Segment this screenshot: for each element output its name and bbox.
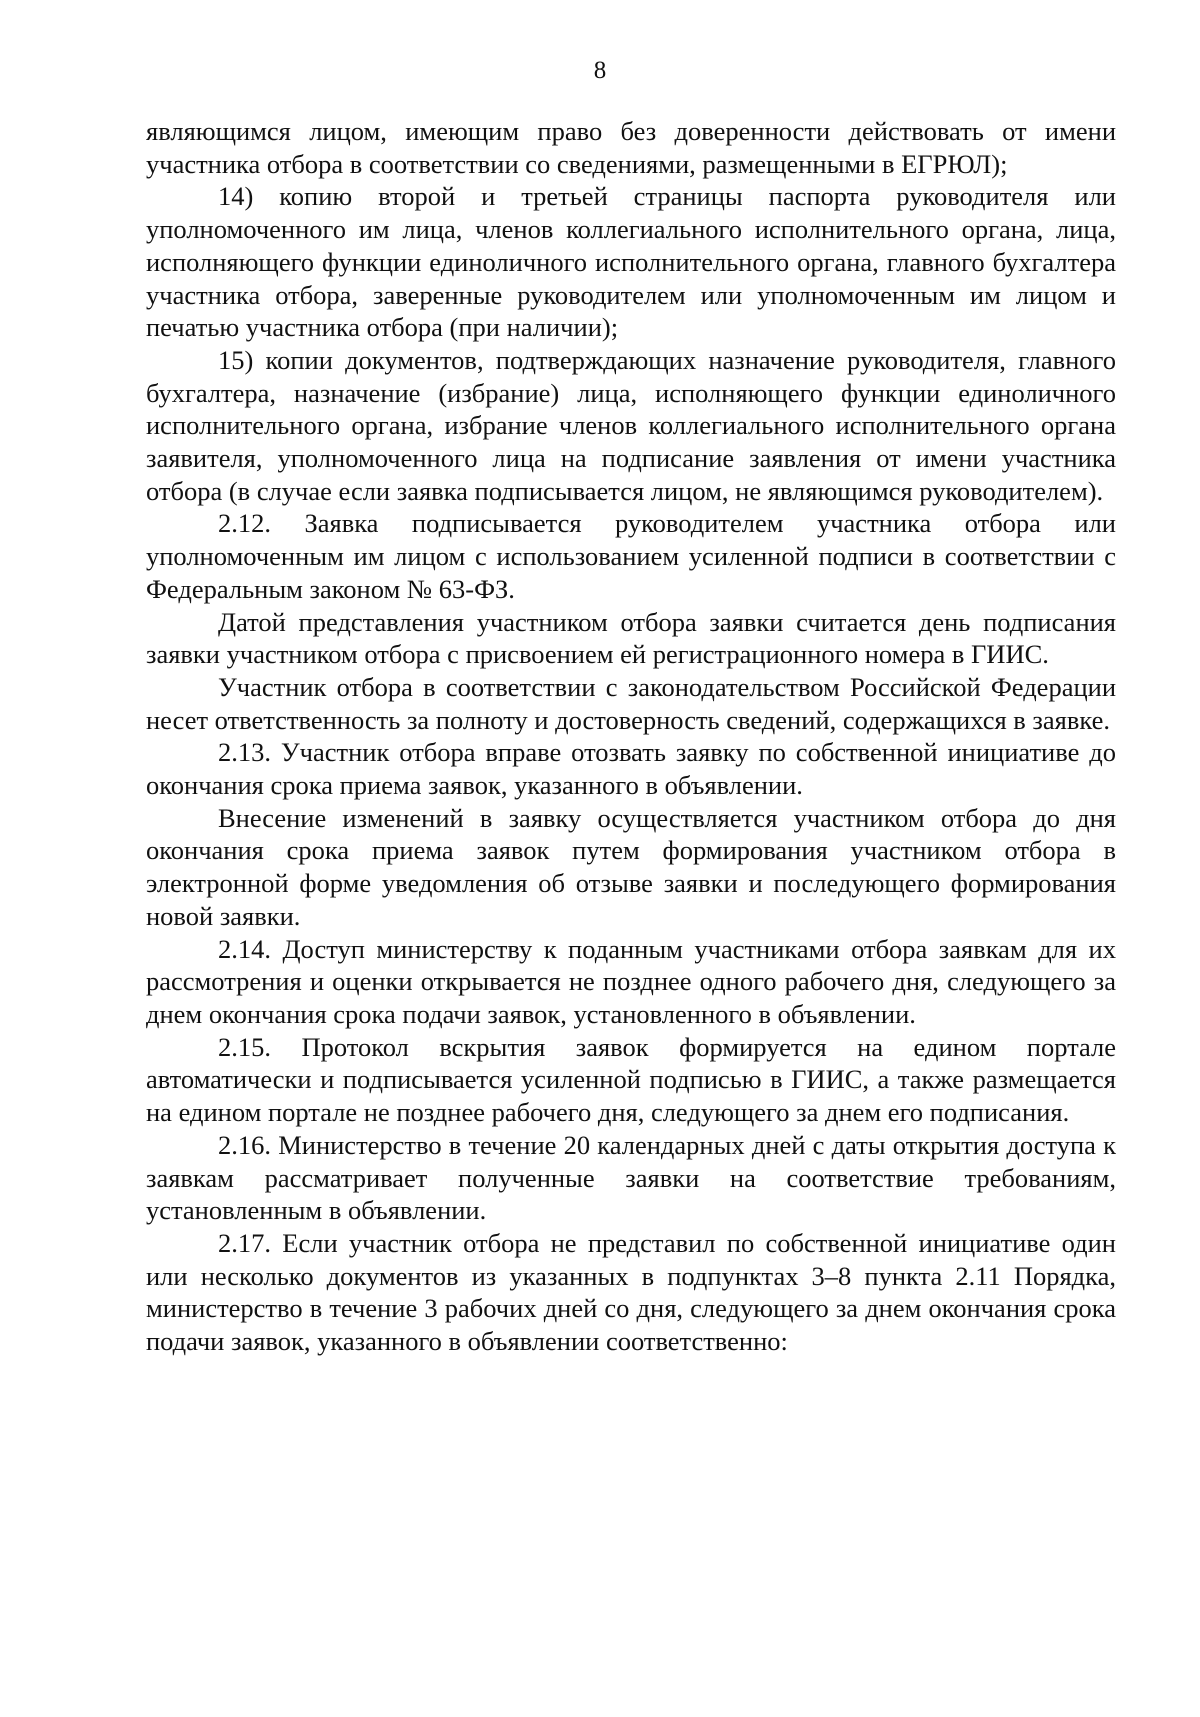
paragraph-2-13: 2.13. Участник отбора вправе отозвать заявку по собственной инициативе до окончания срока приема заявок, указанного в объявлении. (146, 737, 1116, 801)
paragraph-submission-date: Датой представления участником отбора заявки считается день подписания заявки участником отбора с присвоением ей регистрационного номера в ГИИС. (146, 606, 1116, 670)
page-number: 8 (593, 57, 607, 84)
paragraph-item-14: 14) копию второй и третьей страницы паспорта руководителя или уполномоченного им лица, членов коллегиального исполнительного органа, лица, исполняющего функции единоличного исполнительного органа, главного бухгалтера участника отбора, заверенные руководителем или уполномоченным им лицом и печатью участника отбора (при наличии); (146, 181, 1116, 343)
paragraph-item-15: 15) копии документов, подтверждающих назначение руководителя, главного бухгалтера, назначение (избрание) лица, исполняющего функции единоличного исполнительного органа, избрание членов коллегиального исполнительного органа заявителя, уполномоченного лица на подписание заявления от имени участника отбора (в случае если заявка подписывается лицом, не являющимся руководителем). (146, 344, 1116, 506)
paragraph-amendments: Внесение изменений в заявку осуществляется участником отбора до дня окончания срока приема заявок путем формирования участником отбора в электронной форме уведомления об отзыве заявки и последующего формирования новой заявки. (146, 802, 1116, 931)
paragraph-2-17: 2.17. Если участник отбора не представил по собственной инициативе один или несколько документов из указанных в подпунктах 3–8 пункта 2.11 Порядка, министерство в течение 3 рабочих дней со дня, следующего за днем окончания срока подачи заявок, указанного в объявлении соответственно: (146, 1227, 1116, 1357)
paragraph-2-15: 2.15. Протокол вскрытия заявок формируется на едином портале автоматически и подписывается усиленной подписью в ГИИС, а также размещается на едином портале не позднее рабочего дня, следующего за днем его подписания. (146, 1031, 1116, 1128)
paragraph-2-14: 2.14. Доступ министерству к поданным участниками отбора заявкам для их рассмотрения и оценки открывается не позднее одного рабочего дня, следующего за днем окончания срока подачи заявок, установленного в объявлении. (146, 933, 1116, 1029)
paragraph-continuation: являющимся лицом, имеющим право без доверенности действовать от имени участника отбора в соответствии со сведениями, размещенными в ЕГРЮЛ); (146, 116, 1116, 179)
paragraph-2-16: 2.16. Министерство в течение 20 календарных дней с даты открытия доступа к заявкам рассматривает полученные заявки на соответствие требованиям, установленным в объявлении. (146, 1129, 1116, 1226)
document-body (146, 115, 1116, 1358)
paragraph-2-12: 2.12. Заявка подписывается руководителем участника отбора или уполномоченным им лицом с использованием усиленной подписи в соответствии с Федеральным законом № 63-ФЗ. (146, 508, 1116, 604)
paragraph-responsibility: Участник отбора в соответствии с законодательством Российской Федерации несет ответственность за полноту и достоверность сведений, содержащихся в заявке. (146, 671, 1116, 735)
